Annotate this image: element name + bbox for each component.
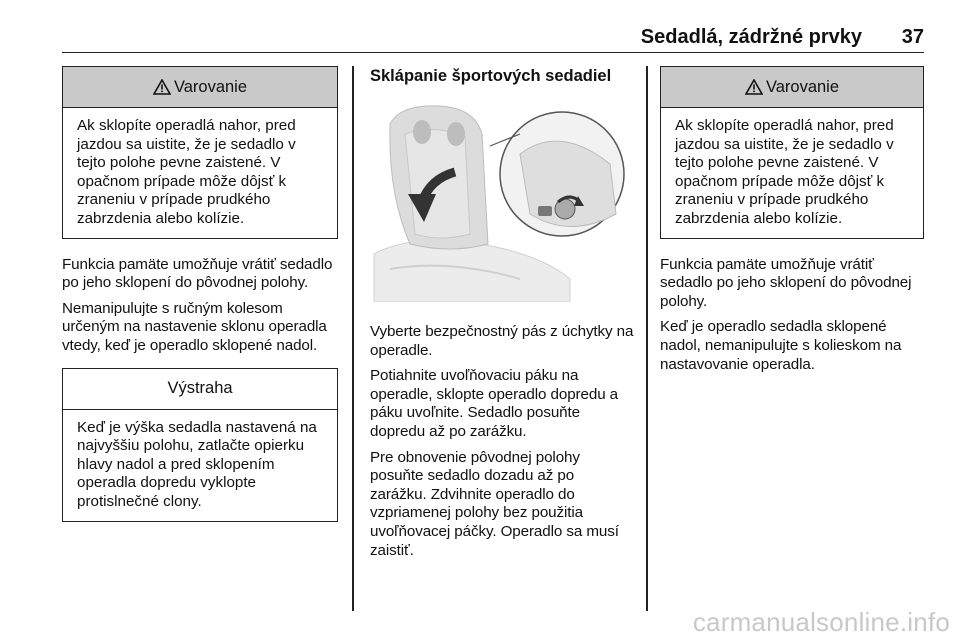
warning-box-right xyxy=(660,66,924,239)
middle-column xyxy=(370,66,634,567)
warning-title: Varovanie xyxy=(173,77,248,96)
page-number: 37 xyxy=(901,26,924,48)
caution-box xyxy=(62,368,338,522)
warning-text: Ak sklopíte operadlá nahor, pred jazdou sa uistite, že je sedadlo v tejto polohe pevne zaistené. V opačnom prípade môže dôjsť k zraneniu v prípade prudkého zabrzdenia alebo kolízie. xyxy=(675,117,894,227)
warning-text: Ak sklopíte operadlá nahor, pred jazdou sa uistite, že je sedadlo v tejto polohe pevne zaistené. V opačnom prípade môže dôjsť k zraneniu v prípade prudkého zabrzdenia alebo kolízie. xyxy=(77,117,296,227)
page-header xyxy=(62,24,924,53)
recline-wheel-paragraph: Keď je operadlo sedadla sklopené nadol, nemanipulujte s kolieskom na nastavovanie operadla. xyxy=(660,318,902,373)
section-title: Sklápanie športových sedadiel xyxy=(370,67,612,85)
warning-box-header xyxy=(63,67,337,108)
caution-text: Keď je výška sedadla nastavená na najvyššiu polohu, zatlačte opierku hlavy nadol a pred sklopením operadla dopredu vyklopte protislnečné clony. xyxy=(77,418,317,510)
page-title: Sedadlá, zádržné prvky xyxy=(640,26,862,48)
seat-fold-illustration xyxy=(370,94,634,302)
column-divider-1 xyxy=(352,66,354,611)
release-lever-paragraph: Potiahnite uvoľňovaciu páku na operadle, sklopte operadlo dopredu a páku uvoľnite. Sedadlo posuňte dopredu až po zarážku. xyxy=(370,367,619,440)
warning-box-left xyxy=(62,66,338,239)
belt-paragraph: Vyberte bezpečnostný pás z úchytky na operadle. xyxy=(370,323,634,359)
left-column xyxy=(62,66,338,535)
watermark: carmanualsonline.info xyxy=(692,607,950,637)
restore-paragraph: Pre obnovenie pôvodnej polohy posuňte sedadlo dozadu až po zarážku. Zdvihnite operadlo do vzpriamenej polohy bez použitia uvoľňovacej páčky. Operadlo sa musí zaistiť. xyxy=(370,448,619,559)
memory-paragraph: Funkcia pamäte umožňuje vrátiť sedadlo po jeho sklopení do pôvodnej polohy. xyxy=(660,255,912,310)
right-column xyxy=(660,66,924,381)
warning-triangle-icon xyxy=(153,79,171,95)
warning-triangle-icon xyxy=(745,79,763,95)
memory-paragraph: Funkcia pamäte umožňuje vrátiť sedadlo po jeho sklopení do pôvodnej polohy. xyxy=(62,255,333,292)
warning-title: Varovanie xyxy=(765,77,840,96)
handwheel-paragraph: Nemanipulujte s ručným kolesom určeným na nastavenie sklonu operadla vtedy, keď je operadlo sklopené nadol. xyxy=(62,299,327,354)
caution-title: Výstraha xyxy=(167,379,233,398)
caution-box-header xyxy=(63,369,337,410)
column-divider-2 xyxy=(646,66,648,611)
warning-box-header xyxy=(661,67,923,108)
